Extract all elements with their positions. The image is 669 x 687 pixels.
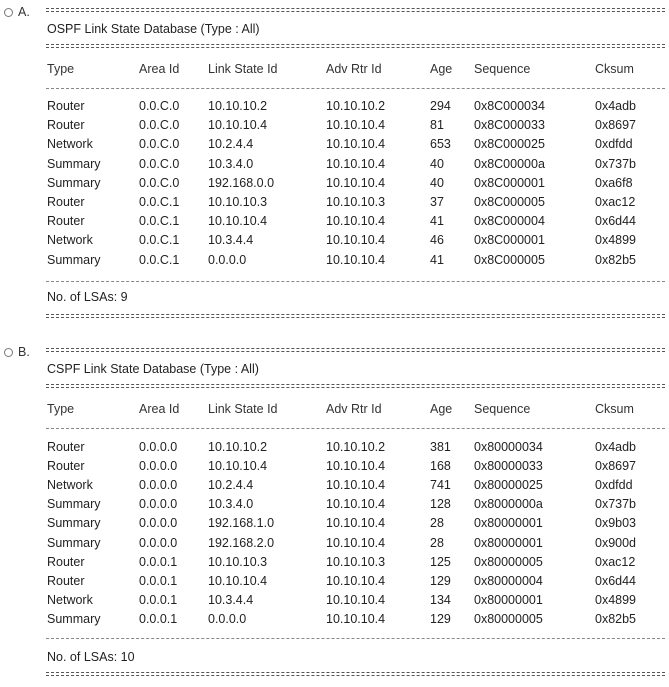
cell-type: Summary (47, 175, 101, 190)
cell-sequence: 0x8C000034 (474, 99, 545, 113)
cell-sequence: 0x8C000004 (474, 214, 545, 229)
separator-single (46, 428, 665, 429)
table-row (0, 116, 669, 134)
cell-area-id: 0.0.C.1 (139, 233, 180, 248)
cell-type: Router (47, 573, 85, 588)
cell-adv-rtr-id: 10.10.10.4 (326, 233, 386, 248)
cell-cksum: 0x6d44 (595, 573, 637, 588)
cell-area-id: 0.0.0.1 (139, 573, 178, 588)
cell-age: 40 (430, 175, 444, 190)
cell-sequence: 0x80000004 (474, 573, 543, 588)
cell-link-state-id: 10.3.4.4 (208, 592, 254, 607)
cell-sequence: 0x8C000025 (474, 137, 545, 152)
option-label: B. (18, 345, 30, 359)
cell-age: 381 (430, 440, 451, 454)
separator-double (46, 348, 665, 352)
cell-sequence: 0x80000033 (474, 459, 543, 474)
table-row (0, 610, 669, 628)
separator-single (46, 88, 665, 89)
cell-age: 28 (430, 535, 444, 550)
database-title: OSPF Link State Database (Type : All) (47, 22, 260, 36)
cell-adv-rtr-id: 10.10.10.4 (326, 497, 386, 512)
cell-age: 37 (430, 195, 444, 209)
table-row (0, 97, 669, 115)
cell-cksum: 0xdfdd (595, 478, 633, 493)
cell-cksum: 0x737b (595, 156, 637, 171)
cell-type: Network (47, 137, 93, 152)
cell-age: 81 (430, 118, 444, 133)
header-type: Type (47, 402, 75, 416)
cell-adv-rtr-id: 10.10.10.4 (326, 156, 386, 171)
cell-age: 125 (430, 554, 451, 569)
cell-type: Network (47, 233, 93, 248)
cell-cksum: 0x4899 (595, 592, 637, 607)
cell-sequence: 0x80000001 (474, 592, 543, 607)
radio-button-icon[interactable] (4, 8, 13, 17)
cell-adv-rtr-id: 10.10.10.4 (326, 459, 386, 474)
cell-type: Router (47, 118, 85, 133)
cell-area-id: 0.0.0.0 (139, 478, 178, 493)
cell-age: 129 (430, 573, 451, 588)
cell-type: Summary (47, 535, 101, 550)
cell-adv-rtr-id: 10.10.10.4 (326, 516, 386, 531)
cell-adv-rtr-id: 10.10.10.4 (326, 478, 386, 493)
cell-link-state-id: 10.10.10.4 (208, 573, 268, 588)
cell-sequence: 0x80000001 (474, 535, 543, 550)
header-age: Age (430, 402, 453, 416)
radio-button-icon[interactable] (4, 348, 13, 357)
cell-age: 294 (430, 99, 451, 113)
cell-type: Summary (47, 252, 101, 267)
cell-area-id: 0.0.0.0 (139, 459, 178, 474)
cell-sequence: 0x80000025 (474, 478, 543, 493)
separator-single (46, 281, 665, 282)
cell-cksum: 0xac12 (595, 554, 636, 569)
cell-adv-rtr-id: 10.10.10.4 (326, 252, 386, 267)
cell-type: Summary (47, 516, 101, 531)
cell-link-state-id: 10.10.10.2 (208, 99, 268, 113)
cell-link-state-id: 10.3.4.0 (208, 156, 254, 171)
cell-age: 168 (430, 459, 451, 474)
header-adv-rtr-id: Adv Rtr Id (326, 402, 382, 416)
table-row (0, 591, 669, 609)
cell-link-state-id: 192.168.0.0 (208, 175, 275, 190)
header-link-state-id: Link State Id (208, 62, 278, 76)
cell-adv-rtr-id: 10.10.10.4 (326, 535, 386, 550)
header-age: Age (430, 62, 453, 76)
cell-adv-rtr-id: 10.10.10.4 (326, 137, 386, 152)
cell-area-id: 0.0.0.0 (139, 516, 178, 531)
separator-double (46, 384, 665, 388)
table-row (0, 476, 669, 494)
table-row (0, 534, 669, 552)
cell-area-id: 0.0.0.1 (139, 611, 178, 626)
cell-age: 28 (430, 516, 444, 531)
table-header (0, 400, 669, 418)
cell-cksum: 0x6d44 (595, 214, 637, 229)
cell-sequence: 0x8C00000a (474, 156, 545, 171)
table-row (0, 135, 669, 153)
header-link-state-id: Link State Id (208, 402, 278, 416)
option-a-selector[interactable] (4, 4, 30, 20)
cell-type: Summary (47, 611, 101, 626)
header-adv-rtr-id: Adv Rtr Id (326, 62, 382, 76)
cell-cksum: 0x4899 (595, 233, 637, 248)
header-area-id: Area Id (139, 402, 180, 416)
cell-type: Router (47, 440, 85, 454)
cell-adv-rtr-id: 10.10.10.3 (326, 195, 386, 209)
cell-link-state-id: 10.3.4.4 (208, 233, 254, 248)
table-row (0, 438, 669, 456)
table-row (0, 174, 669, 192)
cell-cksum: 0x8697 (595, 118, 637, 133)
cell-type: Router (47, 459, 85, 474)
header-cksum: Cksum (595, 62, 634, 76)
cell-link-state-id: 10.10.10.4 (208, 214, 268, 229)
cell-sequence: 0x8C000005 (474, 195, 545, 209)
cell-age: 41 (430, 252, 444, 267)
cell-link-state-id: 0.0.0.0 (208, 611, 247, 626)
option-label: A. (18, 5, 30, 19)
lsa-count: No. of LSAs: 10 (47, 650, 135, 664)
cell-sequence: 0x8C000033 (474, 118, 545, 133)
table-row (0, 553, 669, 571)
cell-link-state-id: 10.10.10.3 (208, 195, 268, 209)
table-header (0, 60, 669, 78)
cell-type: Router (47, 195, 85, 209)
cell-cksum: 0x737b (595, 497, 637, 512)
cell-link-state-id: 192.168.1.0 (208, 516, 275, 531)
cell-age: 653 (430, 137, 451, 152)
cell-area-id: 0.0.C.1 (139, 252, 180, 267)
cell-cksum: 0x82b5 (595, 611, 637, 626)
separator-single (46, 638, 665, 639)
cell-link-state-id: 10.10.10.4 (208, 118, 268, 133)
cell-area-id: 0.0.0.0 (139, 440, 178, 454)
cell-age: 128 (430, 497, 451, 512)
cell-area-id: 0.0.0.0 (139, 497, 178, 512)
cell-cksum: 0x900d (595, 535, 637, 550)
cell-type: Network (47, 592, 93, 607)
header-sequence: Sequence (474, 402, 531, 416)
cell-area-id: 0.0.C.0 (139, 118, 180, 133)
table-row (0, 251, 669, 269)
cell-link-state-id: 10.2.4.4 (208, 478, 254, 493)
table-row (0, 155, 669, 173)
separator-double (46, 314, 665, 318)
cell-sequence: 0x8000000a (474, 497, 543, 512)
option-b-selector[interactable] (4, 344, 30, 360)
cell-sequence: 0x8C000005 (474, 252, 545, 267)
cell-area-id: 0.0.0.1 (139, 592, 178, 607)
header-area-id: Area Id (139, 62, 180, 76)
cell-link-state-id: 10.10.10.4 (208, 459, 268, 474)
separator-double (46, 8, 665, 12)
cell-link-state-id: 192.168.2.0 (208, 535, 275, 550)
cell-sequence: 0x80000034 (474, 440, 543, 454)
cell-type: Network (47, 478, 93, 493)
table-row (0, 514, 669, 532)
cell-adv-rtr-id: 10.10.10.4 (326, 175, 386, 190)
table-row (0, 572, 669, 590)
table-row (0, 495, 669, 513)
cell-cksum: 0xdfdd (595, 137, 633, 152)
cell-area-id: 0.0.C.1 (139, 214, 180, 229)
table-row (0, 231, 669, 249)
cell-adv-rtr-id: 10.10.10.3 (326, 554, 386, 569)
cell-area-id: 0.0.0.0 (139, 535, 178, 550)
cell-area-id: 0.0.C.0 (139, 156, 180, 171)
cell-type: Router (47, 214, 85, 229)
header-type: Type (47, 62, 75, 76)
cell-adv-rtr-id: 10.10.10.2 (326, 440, 386, 454)
cell-link-state-id: 10.2.4.4 (208, 137, 254, 152)
cell-cksum: 0x82b5 (595, 252, 637, 267)
cell-cksum: 0xa6f8 (595, 175, 633, 190)
cell-age: 741 (430, 478, 451, 493)
cell-cksum: 0x8697 (595, 459, 637, 474)
cell-cksum: 0x4adb (595, 99, 637, 113)
cell-adv-rtr-id: 10.10.10.2 (326, 99, 386, 113)
cell-link-state-id: 10.3.4.0 (208, 497, 254, 512)
header-cksum: Cksum (595, 402, 634, 416)
cell-sequence: 0x8C000001 (474, 233, 545, 248)
cell-link-state-id: 0.0.0.0 (208, 252, 247, 267)
cell-type: Summary (47, 156, 101, 171)
header-sequence: Sequence (474, 62, 531, 76)
cell-age: 41 (430, 214, 444, 229)
cell-adv-rtr-id: 10.10.10.4 (326, 592, 386, 607)
table-row (0, 457, 669, 475)
lsa-count: No. of LSAs: 9 (47, 290, 128, 304)
cell-area-id: 0.0.C.0 (139, 99, 180, 113)
cell-area-id: 0.0.C.0 (139, 137, 180, 152)
cell-cksum: 0x9b03 (595, 516, 637, 531)
cell-age: 134 (430, 592, 451, 607)
cell-area-id: 0.0.C.0 (139, 175, 180, 190)
cell-area-id: 0.0.C.1 (139, 195, 180, 209)
table-row (0, 193, 669, 211)
cell-adv-rtr-id: 10.10.10.4 (326, 118, 386, 133)
cell-adv-rtr-id: 10.10.10.4 (326, 214, 386, 229)
cell-age: 129 (430, 611, 451, 626)
cell-adv-rtr-id: 10.10.10.4 (326, 611, 386, 626)
cell-adv-rtr-id: 10.10.10.4 (326, 573, 386, 588)
cell-link-state-id: 10.10.10.3 (208, 554, 268, 569)
cell-cksum: 0xac12 (595, 195, 636, 209)
cell-area-id: 0.0.0.1 (139, 554, 178, 569)
cell-type: Router (47, 554, 85, 569)
cell-cksum: 0x4adb (595, 440, 637, 454)
cell-sequence: 0x8C000001 (474, 175, 545, 190)
cell-sequence: 0x80000005 (474, 611, 543, 626)
separator-double (46, 672, 665, 676)
cell-sequence: 0x80000001 (474, 516, 543, 531)
database-title: CSPF Link State Database (Type : All) (47, 362, 259, 376)
cell-age: 46 (430, 233, 444, 248)
cell-type: Router (47, 99, 85, 113)
cell-type: Summary (47, 497, 101, 512)
table-row (0, 212, 669, 230)
cell-age: 40 (430, 156, 444, 171)
cell-sequence: 0x80000005 (474, 554, 543, 569)
separator-double (46, 44, 665, 48)
cell-link-state-id: 10.10.10.2 (208, 440, 268, 454)
